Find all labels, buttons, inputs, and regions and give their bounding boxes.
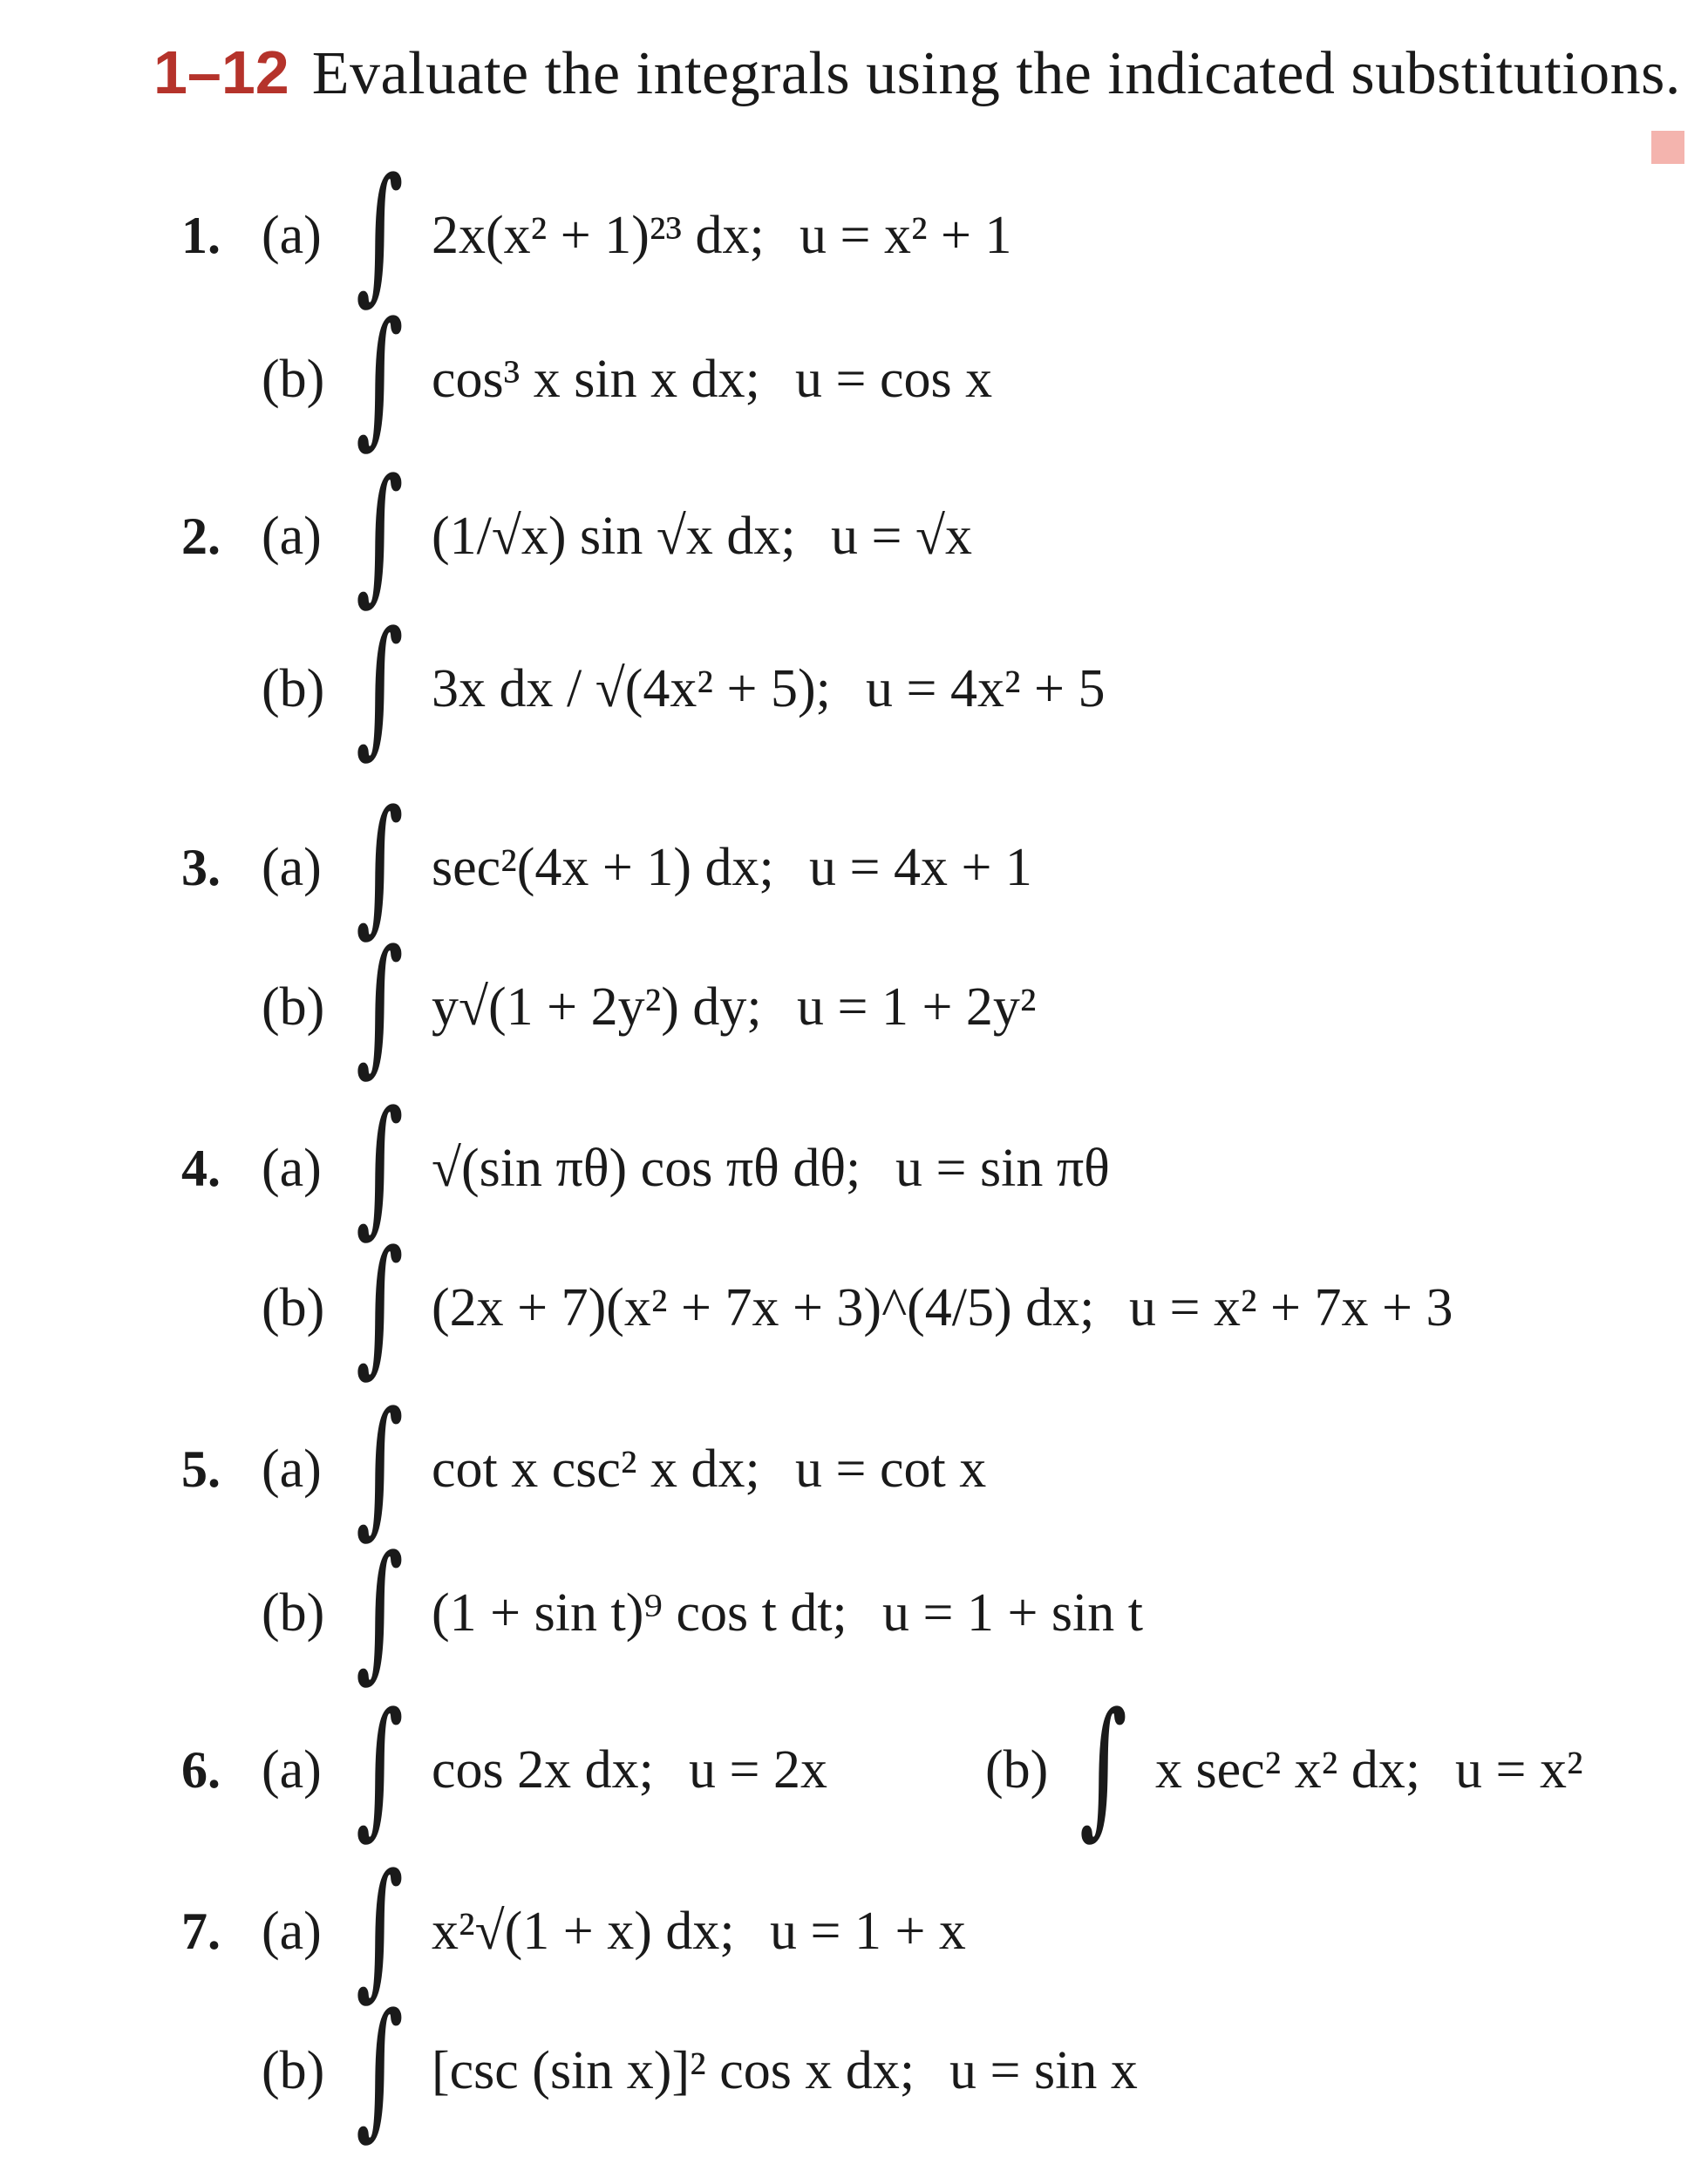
integral-sign-icon: ∫ [356,1219,404,1392]
integrand: 2x(x² + 1)²³ dx; [432,206,765,265]
integral-sign-icon: ∫ [356,146,404,319]
integral-sign-icon: ∫ [1079,1681,1127,1854]
integrand: (1 + sin t)⁹ cos t dt; [432,1583,847,1643]
integral-sign-icon: ∫ [356,918,404,1091]
part-label: (b) [262,659,325,718]
problem-1-part-a [0,146,1657,319]
integral-sign-icon: ∫ [356,290,404,463]
integrand: cot x csc² x dx; [432,1439,760,1499]
integral-sign-icon: ∫ [356,1681,404,1854]
problem-number: 7. [181,1902,221,1960]
substitution: u = x² + 1 [800,206,1012,265]
substitution: u = sin x [949,2041,1138,2100]
part-label: (a) [262,838,322,897]
integrand: x²√(1 + x) dx; [432,1902,735,1961]
problem-3-part-b [0,918,1657,1091]
part-label: (a) [262,1902,322,1961]
problem-7-part-b [0,1982,1657,2154]
integrand: cos³ x sin x dx; [432,350,760,409]
exercise-header [153,33,1681,113]
problem-number: 1. [181,207,221,264]
substitution: u = cot x [795,1439,987,1499]
substitution: u = x² [1455,1740,1583,1800]
integral-sign-icon: ∫ [356,1380,404,1553]
problem-1-part-b [0,290,1657,463]
problem-5-part-a [0,1380,1657,1553]
substitution: u = sin πθ [895,1139,1110,1198]
integral-sign-icon: ∫ [356,1982,404,2154]
integrand: y√(1 + 2y²) dy; [432,977,762,1037]
substitution: u = 2x [689,1740,827,1800]
problem-4-part-a [0,1079,1657,1252]
part-label: (a) [262,1740,322,1800]
problem-number: 2. [181,507,221,565]
problem-2-part-b [0,600,1657,772]
integrand: √(sin πθ) cos πθ dθ; [432,1139,861,1198]
integrand: [csc (sin x)]² cos x dx; [432,2041,915,2100]
problem-number: 6. [181,1741,221,1799]
integral-sign-icon: ∫ [356,1524,404,1697]
integrand: cos 2x dx; [432,1740,654,1800]
part-label: (a) [262,1139,322,1198]
integral-sign-icon: ∫ [356,779,404,951]
part-label: (a) [262,206,322,265]
substitution: u = 4x + 1 [809,838,1032,897]
part-label: (b) [262,1278,325,1337]
integral-sign-icon: ∫ [356,600,404,772]
substitution: u = 4x² + 5 [866,659,1106,718]
integrand: (1/√x) sin √x dx; [432,507,796,566]
substitution: u = 1 + sin t [882,1583,1144,1643]
part-label: (b) [262,2041,325,2100]
integrand: (2x + 7)(x² + 7x + 3)^(4/5) dx; [432,1278,1095,1337]
substitution: u = 1 + x [770,1902,966,1961]
integral-sign-icon: ∫ [356,1079,404,1252]
problem-3-part-a [0,779,1657,951]
exercise-range: 1–12 [153,38,289,106]
problem-number: 5. [181,1440,221,1498]
problem-2-part-a [0,447,1657,620]
problem-number: 4. [181,1140,221,1197]
integral-sign-icon: ∫ [356,447,404,620]
margin-marker [1651,131,1684,164]
part-label: (b) [262,977,325,1037]
part-label: (b) [985,1740,1049,1800]
part-label: (b) [262,1583,325,1643]
substitution: u = 1 + 2y² [797,977,1037,1037]
problem-7-part-a [0,1842,1657,2015]
integral-sign-icon: ∫ [356,1842,404,2015]
part-label: (a) [262,507,322,566]
part-label: (a) [262,1439,322,1499]
exercise-instructions: Evaluate the integrals using the indicated substitutions. [311,40,1681,107]
problem-4-part-b [0,1219,1657,1392]
integrand: 3x dx / √(4x² + 5); [432,659,831,718]
integrand: sec²(4x + 1) dx; [432,838,774,897]
substitution: u = √x [831,507,972,566]
substitution: u = cos x [795,350,993,409]
problem-5-part-b [0,1524,1657,1697]
problem-6-part-b [0,1681,1657,1854]
problem-number: 3. [181,839,221,896]
integrand: x sec² x² dx; [1155,1740,1421,1800]
substitution: u = x² + 7x + 3 [1129,1278,1453,1337]
part-label: (b) [262,350,325,409]
